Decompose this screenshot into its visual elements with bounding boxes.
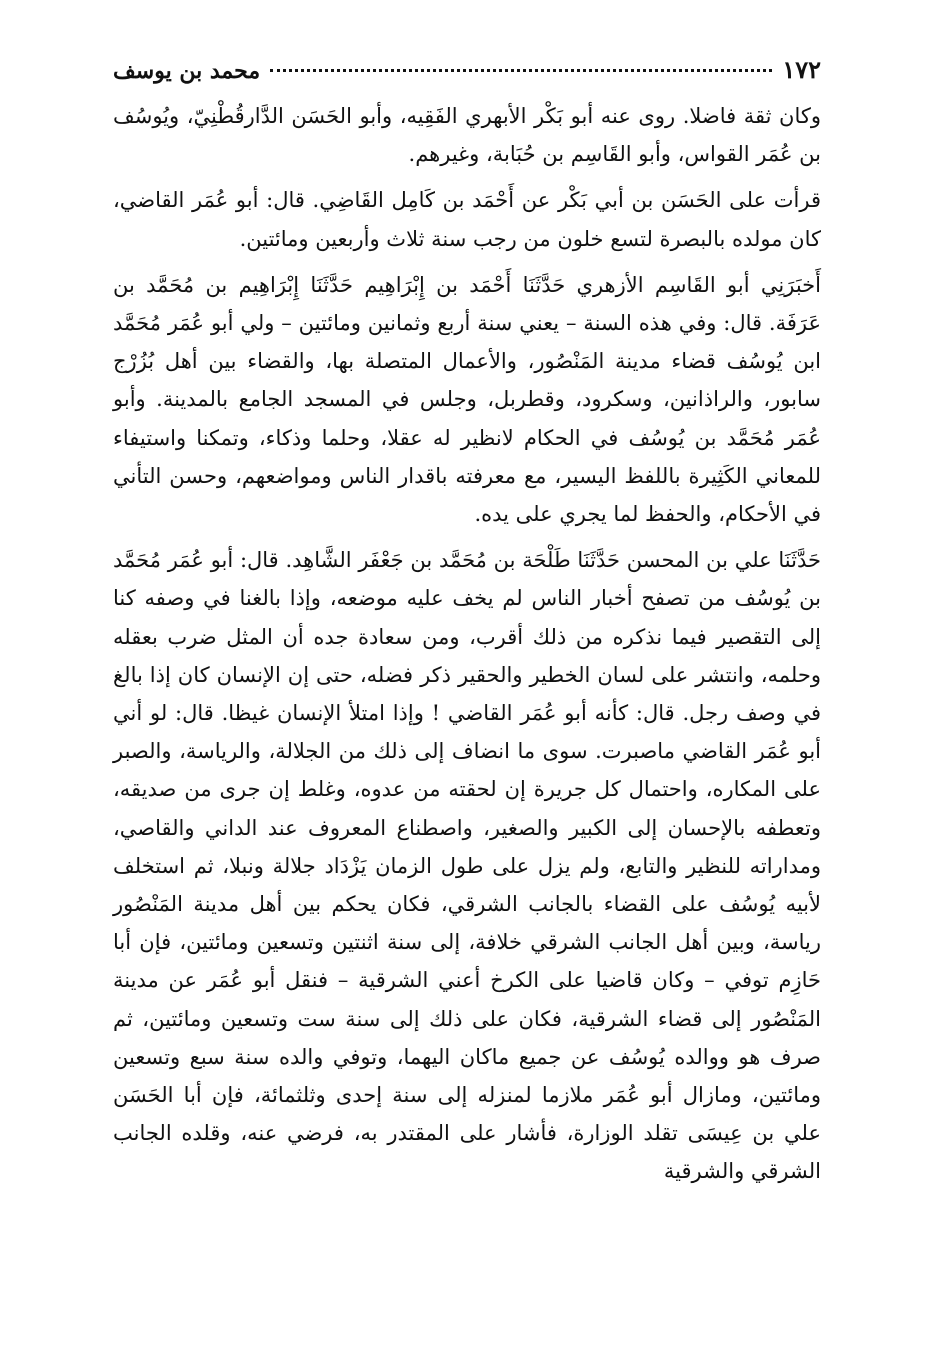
- header-dotted-leader: [270, 69, 772, 72]
- page-number: ١٧٢: [782, 55, 821, 84]
- running-title: محمد بن يوسف: [113, 58, 261, 84]
- running-header: [113, 55, 821, 97]
- paragraph: أَخبَرَنِي أبو القَاسِم الأزهري حَدَّثَنَا أَحْمَد بن إِبْرَاهِيم حَدَّثَنَا إِبْرَاهِيم بن مُحَمَّد بن عَرَفَة. قال: وفي هذه السنة – يعني سنة أربع وثمانين ومائتين – ولي أبو عُمَر مُحَمَّد ابن يُوسُف قضاء مدينة المَنْصُور، والأعمال المتصلة بها، والقضاء بين أهل بُزُرْج سابور، والراذانين، وسكرود، وقطربل، وجلس في المسجد الجامع بالمدينة. وأبو عُمَر مُحَمَّد بن يُوسُف في الحكام لانظير له عقلا، وحلما وذكاء، وتمكنا واستيفاء للمعاني الكَثِيرة باللفظ اليسير، مع معرفته باقدار الناس ومواضعهم، وحسن التأني في الأحكام، والحفظ لما يجري على يده.: [113, 272, 821, 527]
- paragraph: وكان ثقة فاضلا. روى عنه أبو بَكْر الأبهري الفَقِيه، وأبو الحَسَن الدَّارقُطْنِيّ، ويُوسُف بن عُمَر القواس، وأبو القَاسِم بن حُبَابة، وغيرهم.: [113, 104, 821, 167]
- paragraph: حَدَّثَنَا علي بن المحسن حَدَّثَنَا طَلْحَة بن مُحَمَّد بن جَعْفَر الشَّاهِد. قال: أبو عُمَر مُحَمَّد بن يُوسُف من تصفح أخبار الناس لم يخف عليه موضعه، وإذا بالغنا في وصفه كنا إلى التقصير فيما نذكره من ذلك أقرب، ومن سعادة جده أن المثل ضرب بعقله وحلمه، وانتشر على لسان الخطير والحقير ذكر فضله، حتى إن الإنسان كان إذا بالغ في وصف رجل. قال: كأنه أبو عُمَر القاضي ! وإذا امتلأ الإنسان غيظا. قال: لو أني أبو عُمَر القاضي ماصبرت. سوى ما انضاف إلى ذلك من الجلالة، والرياسة، والصبر على المكاره، واحتمال كل جريرة إن لحقته من عدوه، وغلط إن جرى من صديقه، وتعطفه بالإحسان إلى الكبير والصغير، واصطناع المعروف عند الداني والقاصي، ومداراته للنظير والتابع، ولم يزل على طول الزمان يَزْدَاد جلالة ونبلا، ثم استخلف لأبيه يُوسُف على القضاء بالجانب الشرقي، فكان يحكم بين أهل مدينة المَنْصُور رياسة، وبين أهل الجانب الشرقي خلافة، إلى سنة اثنتين وتسعين ومائتين، فإن أبا حَازِم توفي – وكان قاضيا على الكرخ أعني الشرقية – فنقل أبو عُمَر عن مدينة المَنْصُور إلى قضاء الشرقية، فكان على ذلك إلى سنة ست وتسعين ومائتين، ثم صرف هو ووالده يُوسُف عن جميع ماكان اليهما، وتوفي والده سنة سبع وتسعين ومائتين، ومازال أبو عُمَر ملازما لمنزله إلى سنة إحدى وثلثمائة، فإن أبا الحَسَن علي بن عِيسَى تقلد الوزارة، فأشار على المقتدر به، فرضي عنه، وقلده الجانب الشرقي والشرقية: [113, 548, 821, 1184]
- paragraph: قرأت على الحَسَن بن أبي بَكْر عن أَحْمَد بن كَامِل القَاضِي. قال: أبو عُمَر القاضي، كان مولده بالبصرة لتسع خلون من رجب سنة ثلاث وأربعين ومائتين.: [113, 188, 821, 251]
- book-page: [113, 55, 821, 1199]
